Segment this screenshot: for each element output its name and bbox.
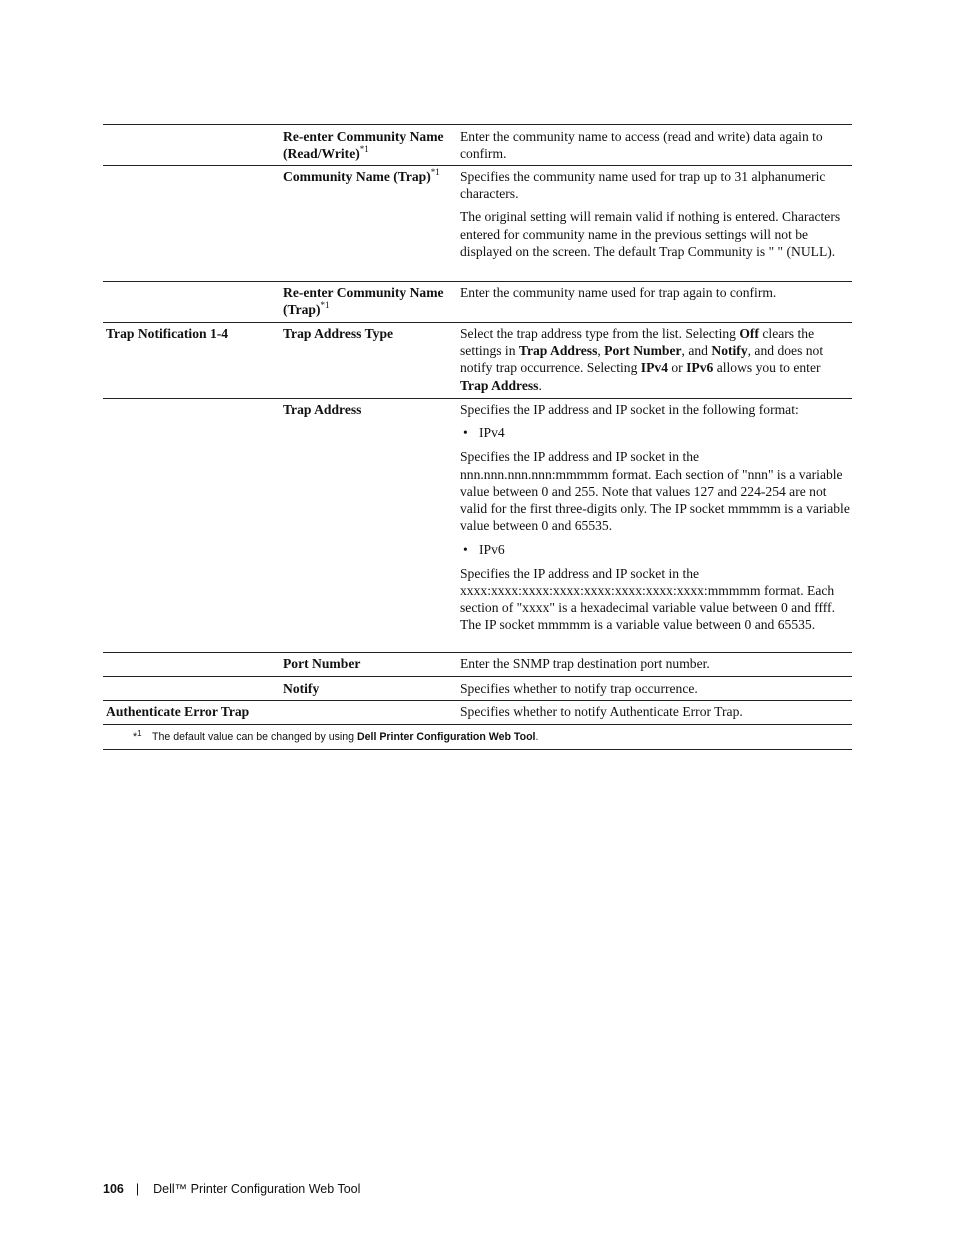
table-row	[103, 701, 852, 725]
setting-group: Trap Notification 1-4	[106, 326, 229, 341]
table-row	[103, 399, 852, 653]
table-row	[103, 166, 852, 282]
setting-description: Enter the SNMP trap destination port number.	[460, 656, 710, 671]
table-row	[103, 653, 852, 677]
table-row	[103, 323, 852, 399]
setting-description: Specifies whether to notify Authenticate Error Trap.	[460, 704, 743, 719]
footnote-ref: *1	[359, 144, 369, 154]
bullet-icon: •	[463, 425, 468, 441]
table-footnote	[103, 725, 852, 750]
settings-table	[103, 124, 852, 750]
footnote-marker: *$^1$	[133, 729, 142, 743]
footnote-text: The default value can be changed by using Dell Printer Configuration Web Tool.	[152, 731, 539, 743]
setting-name: Port Number	[283, 656, 361, 671]
footnote-bold-link-text: Dell Printer Configuration Web Tool	[356, 731, 536, 743]
setting-description: Specifies the community name used for trap up to 31 alphanumeric characters. The original setting will remain valid if nothing is entered. Characters entered for community name in the previous settings will not be displayed on the screen. The default Trap Community is " " (NULL).	[460, 169, 841, 259]
setting-description: Enter the community name to access (read and write) data again to confirm.	[460, 129, 823, 162]
table-row	[103, 125, 852, 166]
footnote-ref: *1	[430, 167, 440, 177]
setting-name: Trap Address	[283, 402, 362, 417]
setting-name: Community Name (Trap)$^{*1}$	[283, 167, 440, 184]
page-number: 106	[103, 1182, 124, 1196]
setting-name: Re-enter Community Name (Trap)$^{*1}$	[283, 285, 444, 317]
setting-description: Specifies whether to notify trap occurrence.	[460, 681, 698, 696]
table-row	[103, 677, 852, 701]
setting-name: Notify	[283, 681, 320, 696]
setting-description: Specifies the IP address and IP socket in the following format: • IPv4 Specifies the IP address and IP socket in the nnn.nnn.nnn.nnn:mmmmm format. Each section of "nnn" is a variable value between 0 and 255. Note that values 127 and 224-254 are not valid for the first three-digits only. The IP socket mmmmm is a variable value between 0 and 65535. • IPv6 Specifies the IP address and IP socket in the xxxx:xxxx:xxxx:xxxx:xxxx:xxxx:xxxx:xxxx:mmmmm format. Each section of "xxxx" is a hexadecimal variable value between 0 and ffff. The IP socket mmmmm is a variable value between 0 and 65535.	[460, 402, 850, 633]
footer-separator: |	[135, 1182, 140, 1196]
setting-group: Authenticate Error Trap	[106, 704, 250, 719]
bullet-icon: •	[463, 542, 468, 558]
setting-name: Re-enter Community Name (Read/Write)$^{*1}$	[283, 129, 444, 161]
setting-description: Enter the community name used for trap again to confirm.	[460, 285, 777, 300]
bullet-item: • IPv6	[460, 541, 850, 558]
footer-title: Dell™ Printer Configuration Web Tool	[153, 1182, 361, 1196]
setting-description: Select the trap address type from the list. Selecting Off clears the settings in Trap Address, Port Number, and Notify, and does not notify trap occurrence. Selecting IPv4 or IPv6 allows you to enter Trap Address.	[460, 326, 824, 393]
bullet-item: • IPv4	[460, 424, 850, 441]
page-footer	[103, 1180, 360, 1198]
footnote-ref: *1	[320, 300, 330, 310]
table-row	[103, 282, 852, 323]
setting-name: Trap Address Type	[283, 326, 394, 341]
